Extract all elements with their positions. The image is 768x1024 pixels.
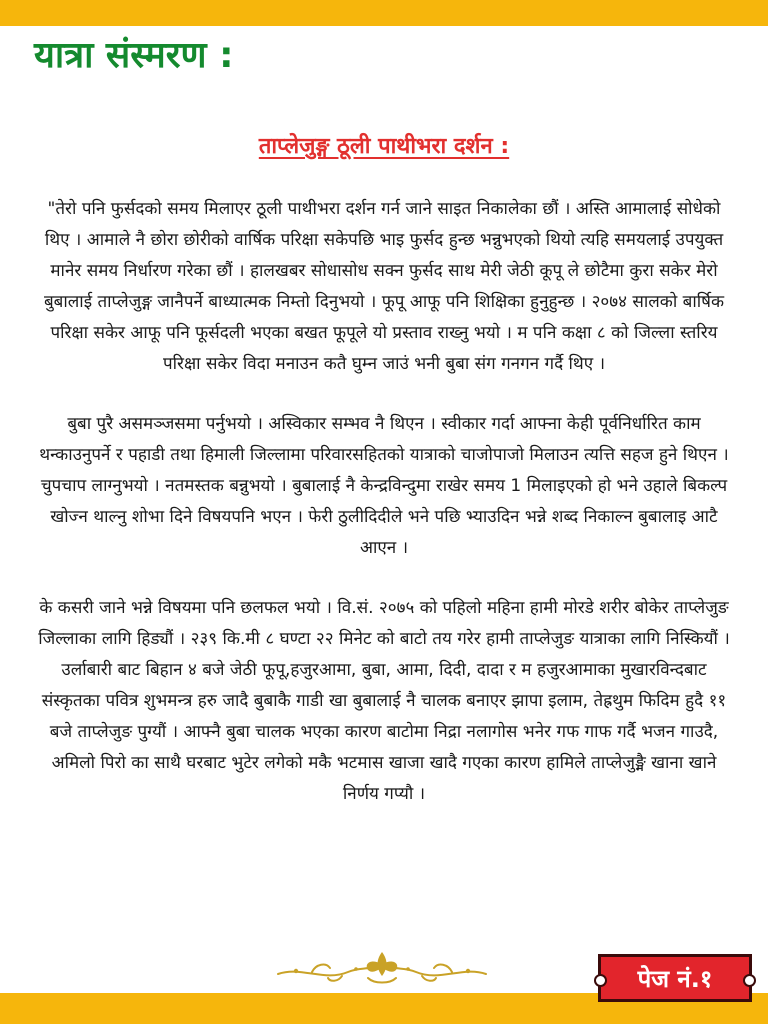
section-heading: यात्रा संस्मरण : <box>34 35 234 76</box>
paragraph-2: बुबा पुरै असमञ्जसमा पर्नुभयो । अस्विकार सम्भव नै थिएन । स्वीकार गर्दा आफ्ना केही पूर्वनिर्धारित काम थन्काउनुपर्ने र पहाडी तथा हिमाली जिल्लामा परिवारसहितको यात्राको चाजोपाजो मिलाउन त्यत्ति सहज हुने थिएन । चुपचाप लाग्नुभयो । नतमस्तक बन्नुभयो । बुबालाई नै केन्द्रविन्दुमा राखेर समय 1 मिलाइएको हो भने उहाले बिकल्प खोज्न थाल्नु शोभा दिने विषयपनि भएन । फेरी ठुलीदिदीले भने पछि भ्याउदिन भन्ने शब्द निकाल्न बुबालाइ आटै आएन । <box>39 414 729 558</box>
badge-notch-left <box>594 974 607 987</box>
top-accent-bar <box>0 0 768 26</box>
page-number-badge <box>598 954 752 1002</box>
article-title: ताप्लेजुङ्ग ठूली पाथीभरा दर्शन : <box>258 134 510 159</box>
paragraph-1: "तेरो पनि फुर्सदको समय मिलाएर ठूली पाथीभरा दर्शन गर्न जाने साइत निकालेका छौं । अस्ति आमालाई सोधेको थिए । आमाले नै छोरा छोरीको वार्षिक परिक्षा सकेपछि भाइ फुर्सद हुन्छ भन्नुभएको थियो त्यहि समयलाई उपयुक्त मानेर समय निर्धारण गरेका छौं । हालखबर सोधासोध सक्न फुर्सद साथ मेरी जेठी कूपू ले छोटैमा कुरा सकेर मेरो बुबालाई ताप्लेजुङ्ग जानैपर्ने बाध्यात्मक निम्तो दिनुभयो । फूपू आफू पनि शिक्षिका हुनुहुन्छ । २०७४ सालको बार्षिक परिक्षा सकेर आफू पनि फूर्सदली भएका बखत फूपूले यो प्रस्ताव राख्नु भयो । म पनि कक्षा ८ को जिल्ला स्तरिय परिक्षा सकेर विदा मनाउन कतै घुम्न जाउं भनी बुबा संग गनगन गर्दै थिए । <box>43 199 725 374</box>
gold-flourish-divider-icon <box>272 948 492 988</box>
badge-notch-right <box>743 974 756 987</box>
paragraph-3: के कसरी जाने भन्ने विषयमा पनि छलफल भयो । वि.सं. २०७५ को पहिलो महिना हामी मोरडे शरीर बोकेर ताप्लेजुङ जिल्लाका लागि हिड्यौं । २३९ कि.मी ८ घण्टा २२ मिनेट को बाटो तय गरेर हामी ताप्लेजुङ यात्राका लागि निस्कियौं । उर्लाबारी बाट बिहान ४ बजे जेठी फूपू,हजुरआमा, बुबा, आमा, दिदी, दादा र म हजुरआमाका मुखारविन्दबाट संस्कृतका पवित्र शुभमन्त्र हरु जादै बुबाकै गाडी खा बुबालाई नै चालक बनाएर झापा इलाम, तेह्रथुम फिदिम हुदै ११ बजे ताप्लेजुङ पुग्यौं । आफ्नै बुबा चालक भएका कारण बाटोमा निद्रा नलागोस भनेर गफ गाफ गर्दै भजन गाउदै, अमिलो पिरो का साथै घरबाट भुटेर लगेको मकै भटमास खाजा खादै गएका कारण हामिले ताप्लेजुङ्मै खाना खाने निर्णय गप्यौ । <box>38 598 730 804</box>
article-body <box>36 194 732 839</box>
page-number-label: पेज नं.१ <box>637 964 713 993</box>
